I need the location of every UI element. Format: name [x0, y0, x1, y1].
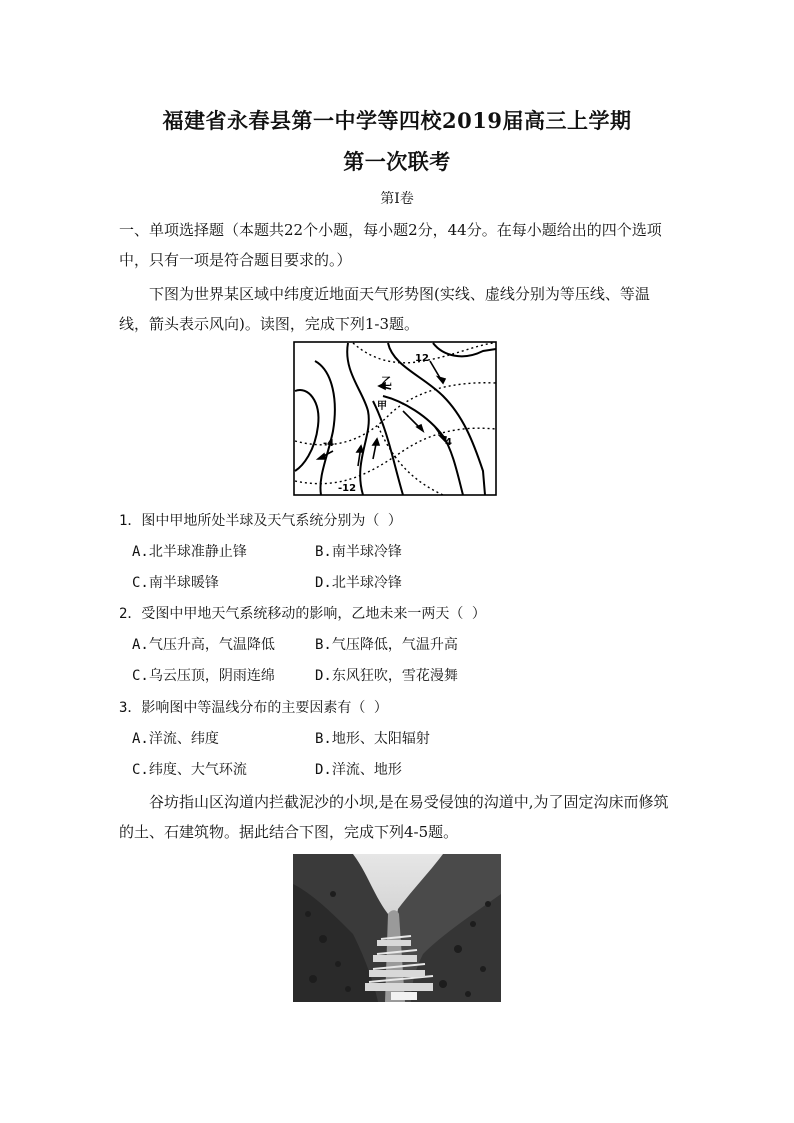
- q1-option-d[interactable]: D.北半球冷锋: [315, 575, 402, 591]
- map-label-minus4: -4: [323, 438, 335, 449]
- q3-option-d[interactable]: D.洋流、地形: [315, 762, 402, 778]
- exam-title-line2: 第一次联考: [343, 149, 451, 174]
- q3-option-c[interactable]: C.纬度、大气环流: [132, 762, 247, 778]
- map-intro: 下图为世界某区域中纬度近地面天气形势图(实线、虚线分别为等压线、等温线，箭头表示风向)。读图，完成下列1-3题。: [119, 285, 650, 333]
- check-dam-photo: [293, 854, 501, 1002]
- q1-option-a[interactable]: A.北半球准静止锋: [132, 544, 247, 560]
- check-dam-intro: 谷坊指山区沟道内拦截泥沙的小坝,是在易受侵蚀的沟道中,为了固定沟床而修筑的土、石建筑物。据此结合下图，完成下列4-5题。: [119, 793, 669, 841]
- q2-option-d[interactable]: D.东风狂吹，雪花漫舞: [315, 668, 458, 684]
- exam-title-line1: 福建省永春县第一中学等四校2019届高三上学期: [162, 108, 632, 133]
- q3-option-b[interactable]: B.地形、太阳辐射: [315, 731, 430, 747]
- question-3-stem: 3．影响图中等温线分布的主要因素有（ ）: [119, 700, 388, 716]
- q3-option-a[interactable]: A.洋流、纬度: [132, 731, 219, 747]
- question-1-stem: 1．图中甲地所处半球及天气系统分别为（ ）: [119, 513, 402, 529]
- map-label-minus12: -12: [338, 483, 357, 494]
- question-2-stem: 2．受图中甲地天气系统移动的影响，乙地未来一两天（ ）: [119, 606, 486, 622]
- map-label-jia: 甲: [377, 401, 387, 412]
- map-label-yi: 乙: [381, 375, 392, 388]
- volume-label: 第I卷: [380, 191, 414, 207]
- weather-map-figure: [293, 341, 497, 496]
- map-label-12: 12: [415, 353, 429, 364]
- q1-option-c[interactable]: C.南半球暖锋: [132, 575, 219, 591]
- q2-option-a[interactable]: A.气压升高，气温降低: [132, 637, 275, 653]
- map-label-4: 4: [445, 437, 452, 448]
- q1-option-b[interactable]: B.南半球冷锋: [315, 544, 402, 560]
- q2-option-c[interactable]: C.乌云压顶，阴雨连绵: [132, 668, 275, 684]
- q2-option-b[interactable]: B.气压降低，气温升高: [315, 637, 458, 653]
- section-instruction: 一、单项选择题（本题共22个小题，每小题2分，44分。在每小题给出的四个选项中，只有一项是符合题目要求的。）: [119, 221, 662, 269]
